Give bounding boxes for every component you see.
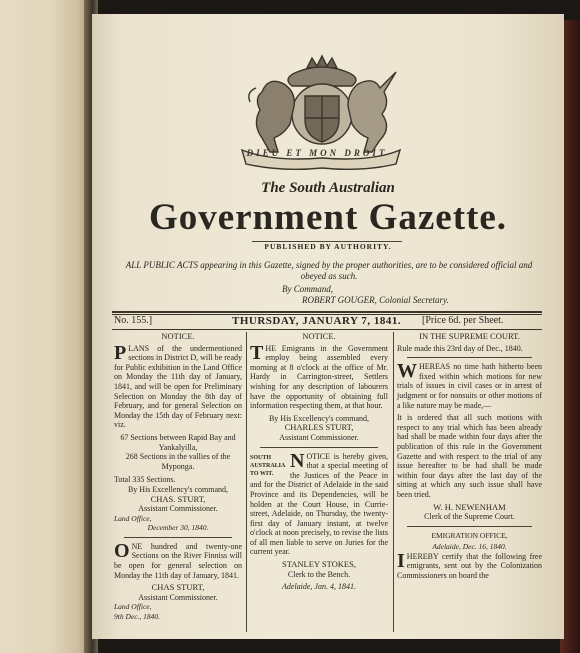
drop-cap: I: [397, 549, 405, 572]
column-divider: [393, 332, 394, 632]
signer-title: Clerk to the Bench.: [287, 569, 351, 579]
notice-total: Total 335 Sections.: [114, 475, 176, 485]
notice-place: Adelaide, Dec. 16, 1840.: [432, 542, 507, 552]
notice-text: HEREBY certify that the following free emigrants, sent out by the Colonization Commissioners on board the: [397, 551, 542, 581]
notice-body: [397, 362, 542, 410]
notice-text: HEREAS no time hath hitherto been fixed within which motions for new trials of issues in civil cases or in arrest of judgment or for nonsuits or other motions of a like nature may be made,—: [397, 362, 542, 410]
notice-divider: [407, 357, 532, 358]
notice-heading: EMIGRATION OFFICE,: [431, 530, 508, 540]
column-emigrants-notice: [250, 332, 388, 592]
masthead-subtitle: The South Australian: [261, 180, 395, 196]
notice-body: [114, 341, 242, 430]
gazette-page: [92, 14, 564, 639]
drop-cap: P: [114, 341, 127, 364]
column-supreme-court: [397, 332, 542, 584]
notice-body: [250, 341, 388, 411]
notice-text: NE hundred and twenty-one Sections on the River Finniss will be open for general selection on Monday the 11th day of January, 1841.: [114, 541, 242, 580]
notice-heading: NOTICE.: [161, 331, 195, 341]
notice-place: Land Office,: [114, 602, 152, 612]
column-divider: [246, 332, 247, 632]
notice-heading: NOTICE.: [302, 331, 336, 341]
rule-date: Rule made this 23rd day of Dec., 1840.: [397, 343, 523, 353]
notice-place: Land Office,: [114, 513, 152, 523]
notice-date: December 30, 1840.: [147, 523, 209, 533]
notice-line: 67 Sections between Rapid Bay and Yankalyilla,: [120, 432, 236, 452]
notice-body: It is ordered that all such motions with respect to any trial which has been already had shall be made within four days after the publication of this rule in the Government Gazette and with respect to the trial of any issue hereafter to be had shall be made within four days after the last day of the sitting at which any such issue shall have been tried.: [397, 413, 542, 499]
notice-divider: [124, 537, 232, 538]
notice-date: 9th Dec., 1840.: [114, 612, 161, 622]
drop-cap: T: [250, 341, 264, 364]
signer-title: Assistant Commissioner.: [138, 504, 218, 514]
signer-name: CHAS STURT,: [151, 582, 205, 593]
issue-date: THURSDAY, JANUARY 7, 1841.: [232, 315, 402, 327]
notice-body: [397, 549, 542, 581]
column-land-notice: [114, 332, 242, 622]
signer-name: CHARLES STURT,: [284, 422, 354, 433]
colonial-secretary: ROBERT GOUGER, Colonial Secretary.: [302, 295, 449, 305]
notice-heading: IN THE SUPREME COURT.: [419, 331, 520, 341]
public-acts-notice: ALL PUBLIC ACTS appearing in this Gazette, signed by the proper authorities, are to be considered official and obeyed as such.: [125, 260, 533, 281]
notice-date: Adelaide, Jan. 4, 1841.: [282, 582, 356, 592]
venue-label: SOUTH AUSTRALIA TO WIT.: [250, 454, 286, 477]
notice-text: LANS of the undermentioned sections in District D, will be ready for Public exhibition in the Land Office on Monday the 11th day of January, 1841, and will be open for Preliminary Selection on Monday the 8th day of February, and for general Selection on Monday the 15th day of February next: viz.: [114, 343, 242, 430]
notice-divider: [407, 526, 532, 527]
issue-number: No. 155.]: [114, 315, 153, 326]
by-command: By Command,: [282, 284, 333, 294]
issue-bar-bottom-rule: [112, 329, 542, 330]
signer-title: Assistant Commissioner.: [138, 592, 218, 602]
signer-title: Assistant Commissioner.: [279, 432, 359, 442]
left-page-edge: [0, 0, 92, 653]
issue-price: [Price 6d. per Sheet.: [422, 315, 504, 326]
signer-title: Clerk of the Supreme Court.: [424, 512, 515, 522]
notice-text: OTICE is hereby given, that a special meeting of the Justices of the Peace in and for the District of Adelaide in the said Province and its Dependencies, will be holden at the Court House, in Currie-street, Adelaide, on Thursday, the twenty-first day of January instant, at twelve o'clock at noon precisely, to revise the lists of all men liable to serve on Juries for the current year.: [250, 451, 388, 557]
notice-divider: [260, 447, 378, 448]
drop-cap: W: [397, 360, 417, 383]
notice-line: 268 Sections in the vallies of the Myponga.: [125, 452, 231, 471]
arms-motto: DIEU ET MON DROIT: [246, 148, 388, 158]
signer-name: CHAS. STURT,: [150, 493, 206, 504]
signer-name: STANLEY STOKES,: [282, 559, 356, 570]
issue-bar-top-rule: [112, 311, 542, 313]
signer-name: W. H. NEWENHAM: [433, 501, 506, 512]
by-excellency: By His Excellency's command,: [268, 413, 370, 423]
drop-cap: O: [114, 539, 130, 562]
masthead-title: Government Gazette.: [148, 197, 508, 238]
notice-text: HE Emigrants in the Government employ being assembled every morning at 8 o'clock at the office of Mr. Hardy in Carrington-street, Settlers wishing for any description of labourers have the opportunity of obtaining full information respecting them, at that hour.: [250, 343, 388, 411]
by-excellency: By His Excellency's command,: [127, 484, 229, 494]
drop-cap: N: [290, 449, 305, 472]
published-by-authority: PUBLISHED BY AUTHORITY.: [264, 242, 392, 251]
notice-body: [114, 539, 242, 580]
